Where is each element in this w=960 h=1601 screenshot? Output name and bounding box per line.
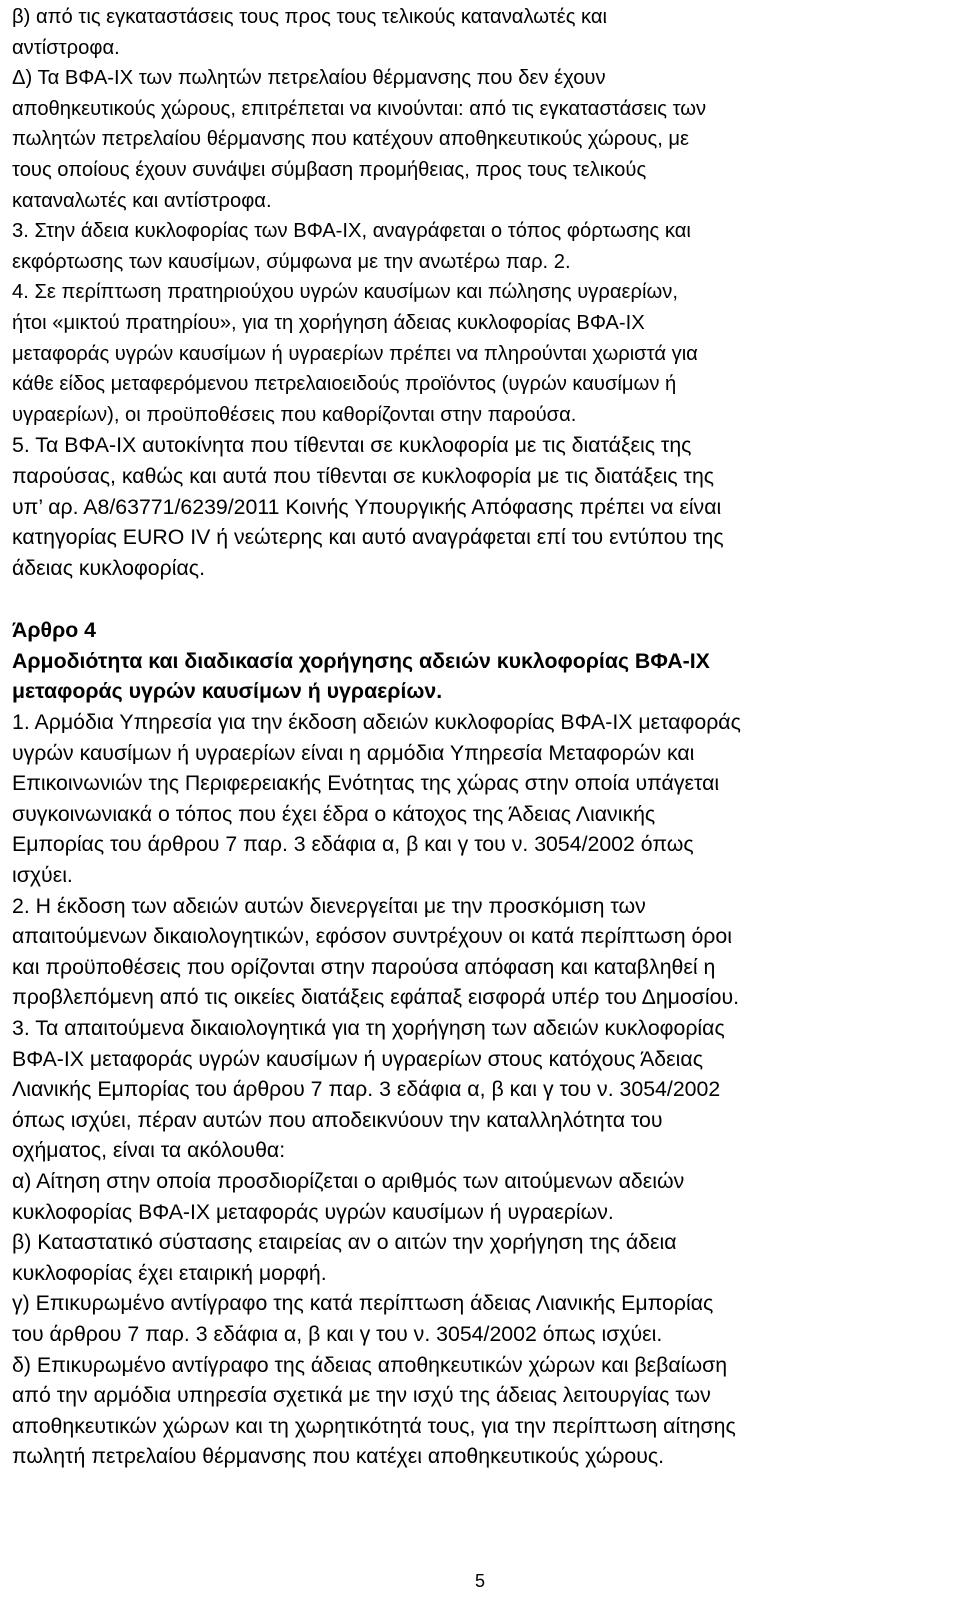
paragraph-3-loading-place: 3. Στην άδεια κυκλοφορίας των ΒΦΑ-ΙΧ, αναγράφεται ο τόπος φόρτωσης και εκφόρτωσης των καυσίμων, σύμφωνα με την ανωτέρω παρ. 2. [12,220,691,273]
article-item-c: γ) Επικυρωμένο αντίγραφο της κατά περίπτωση άδειας Λιανικής Εμπορίας του άρθρου 7 παρ. 3 εδάφια α, β και γ του ν. 3054/2002 όπως ισχύει. [12,1291,714,1346]
paragraph-4-mixed-station: 4. Σε περίπτωση πρατηριούχου υγρών καυσίμων και πώλησης υγραερίων, ήτοι «μικτού πρατηρίου», για τη χορήγηση άδειας κυκλοφορίας ΒΦΑ-ΙΧ μεταφοράς υγρών καυσίμων ή υγραερίων πρέπει να πληρούνται χωριστά για κάθε είδος μεταφερόμενου πετρελαιοειδούς προϊόντος (υγρών καυσίμων ή υγραερίων), οι προϋποθέσεις που καθορίζονται στην παρούσα. [12,281,698,426]
article-paragraph-2: 2. Η έκδοση των αδειών αυτών διενεργείται με την προσκόμιση των απαιτούμενων δικαιολογητικών, εφόσον συντρέχουν οι κατά περίπτωση όροι και προϋποθέσεις που ορίζονται στην παρούσα απόφαση και καταβληθεί η προβλεπόμενη από τις οικείες διατάξεις εφάπαξ εισφορά υπέρ του Δημοσίου. [12,893,740,1010]
paragraph-b-transport: β) από τις εγκαταστάσεις τους προς τους τελικούς καταναλωτές και αντίστροφα. [12,6,608,59]
article-paragraph-3: 3. Τα απαιτούμενα δικαιολογητικά για τη χορήγηση των αδειών κυκλοφορίας ΒΦΑ-ΙΧ μεταφοράς υγρών καυσίμων ή υγραερίων στους κατόχους Άδειας Λιανικής Εμπορίας του άρθρου 7 παρ. 3 εδάφια α, β και γ του ν. 3054/2002 όπως ισχύει, πέραν αυτών που αποδεικνύουν την καταλληλότητα του οχήματος, είναι τα ακόλουθα: [12,1016,725,1163]
article-number: Άρθρο 4 [12,618,97,643]
article-item-d: δ) Επικυρωμένο αντίγραφο της άδειας αποθηκευτικών χώρων και βεβαίωση από την αρμόδια υπηρεσία σχετικά με την ισχύ της άδειας λειτουργίας των αποθηκευτικών χώρων και τη χωρητικότητά τους, για την περίπτωση αίτησης πωλητή πετρελαίου θέρμανσης που κατέχει αποθηκευτικούς χώρους. [12,1352,736,1469]
document-body [12,2,942,1472]
paragraph-d-heating-oil-sellers: Δ) Τα ΒΦΑ-ΙΧ των πωλητών πετρελαίου θέρμανσης που δεν έχουν αποθηκευτικούς χώρους, επιτρέπεται να κινούνται: από τις εγκαταστάσεις των πωλητών πετρελαίου θέρμανσης που κατέχουν αποθηκευτικούς χώρους, με τους οποίους έχουν συνάψει σύμβαση προμήθειας, προς τους τελικούς καταναλωτές και αντίστροφα. [12,67,707,212]
section-gap [12,583,942,615]
article-title: Αρμοδιότητα και διαδικασία χορήγησης αδειών κυκλοφορίας ΒΦΑ-ΙΧ μεταφοράς υγρών καυσίμων ή υγραερίων. [12,648,710,704]
paragraph-5-euro-iv: 5. Τα ΒΦΑ-ΙΧ αυτοκίνητα που τίθενται σε κυκλοφορία με τις διατάξεις της παρούσας, καθώς και αυτά που τίθενται σε κυκλοφορία με τις διατάξεις της υπ’ αρ. Α8/63771/6239/2011 Κοινής Υπουργικής Απόφασης πρέπει να είναι κατηγορίας EURO IV ή νεώτερης και αυτό αναγράφεται επί του εντύπου της άδειας κυκλοφορίας. [12,433,724,580]
page-number: 5 [474,1571,485,1591]
article-item-a: α) Αίτηση στην οποία προσδιορίζεται ο αριθμός των αιτούμενων αδειών κυκλοφορίας ΒΦΑ-ΙΧ μεταφοράς υγρών καυσίμων ή υγραερίων. [12,1168,685,1224]
article-paragraph-1: 1. Αρμόδια Υπηρεσία για την έκδοση αδειών κυκλοφορίας ΒΦΑ-ΙΧ μεταφοράς υγρών καυσίμων ή υγραερίων είναι η αρμόδια Υπηρεσία Μεταφορών και Επικοινωνιών της Περιφερειακής Ενότητας της χώρας στην οποία υπάγεται συγκοινωνιακά ο τόπος που έχει έδρα ο κάτοχος της Άδειας Λιανικής Εμπορίας του άρθρου 7 παρ. 3 εδάφια α, β και γ του ν. 3054/2002 όπως ισχύει. [12,710,741,888]
article-item-b: β) Καταστατικό σύστασης εταιρείας αν ο αιτών την χορήγηση της άδεια κυκλοφορίας έχει εταιρική μορφή. [12,1230,677,1285]
